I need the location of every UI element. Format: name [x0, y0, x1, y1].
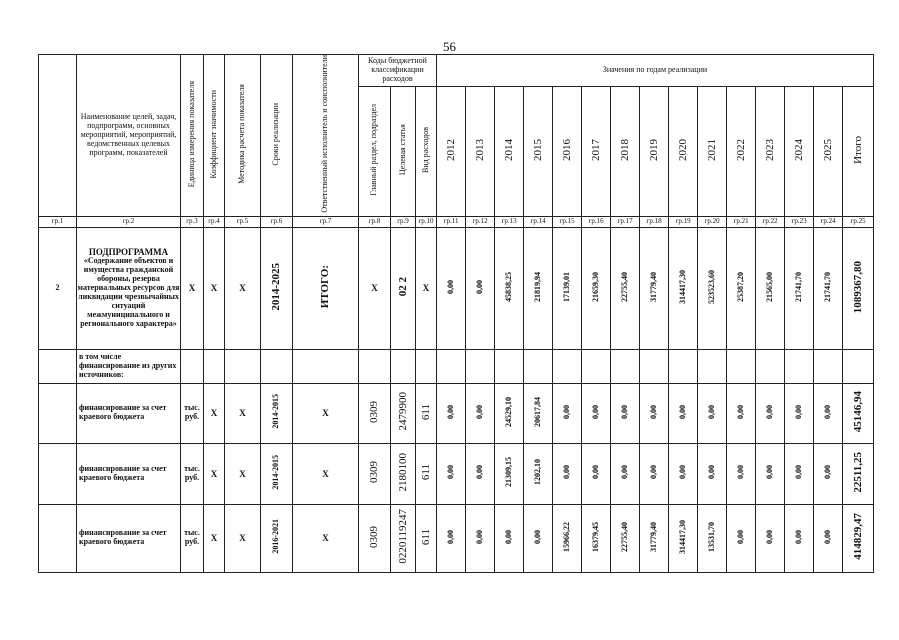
value-cell [524, 383, 553, 443]
value-cell [582, 443, 611, 504]
empty-cell [814, 349, 843, 383]
table-row-funding [39, 443, 874, 504]
value-text: 0,00 [590, 404, 600, 419]
value-text: 0,00 [735, 404, 745, 419]
resp-cell [293, 227, 359, 349]
col-number: гр.18 [640, 216, 669, 227]
year-label: 2022 [734, 138, 747, 161]
row-name-cell: в том числе финансирование из других источников: [77, 349, 181, 383]
value-cell [640, 227, 669, 349]
value-text: 0,00 [619, 404, 629, 419]
value-text: 16379,45 [590, 521, 600, 552]
year-label: 2023 [763, 138, 776, 161]
value-cell [553, 383, 582, 443]
value-cell [582, 227, 611, 349]
unit-cell: Х [181, 227, 204, 349]
code-article-cell [391, 504, 416, 572]
empty-cell [437, 349, 466, 383]
value-text: 13531,70 [706, 521, 716, 552]
empty-cell [553, 349, 582, 383]
value-cell [727, 443, 756, 504]
value-cell [698, 227, 727, 349]
value-cell [524, 504, 553, 572]
total-text: 414829,47 [851, 513, 864, 561]
header-col6-text: Сроки реализации [271, 102, 281, 166]
value-cell [437, 383, 466, 443]
value-cell [466, 227, 495, 349]
subprogram-title: «Содержание объектов и имущества гражданской обороны, резерва материальных ресурсов для ликвидации чрезвычайных ситуаций межмуниципального и регионального характера» [77, 256, 180, 329]
year-label: 2013 [473, 138, 486, 161]
value-cell [466, 504, 495, 572]
method-cell: Х [225, 383, 261, 443]
col-number: гр.12 [466, 216, 495, 227]
value-text: 21741,70 [822, 271, 832, 302]
code-section-cell [359, 443, 391, 504]
value-text: 0,00 [503, 529, 513, 544]
code-kind-text: 611 [419, 528, 432, 545]
value-cell [640, 504, 669, 572]
table-row-funding [39, 383, 874, 443]
value-cell [756, 504, 785, 572]
value-text: 0,00 [474, 465, 484, 480]
value-cell [553, 227, 582, 349]
header-col2-text: Наименование целей, задач, подпрограмм, основных мероприятий, мероприятий, ведомственных целевых программ, показателей [80, 111, 177, 157]
col-number: гр.25 [843, 216, 874, 227]
value-text: 0,00 [822, 529, 832, 544]
value-cell [698, 504, 727, 572]
value-cell [582, 504, 611, 572]
header-total [843, 86, 874, 216]
value-text: 0,00 [474, 529, 484, 544]
value-text: 0,00 [474, 404, 484, 419]
year-label: 2014 [502, 138, 515, 161]
header-year [698, 86, 727, 216]
empty-cell [39, 349, 77, 383]
row-name-cell [77, 227, 181, 349]
code-article-cell [391, 443, 416, 504]
value-cell [640, 383, 669, 443]
row-number: 2 [39, 227, 77, 349]
value-cell [669, 227, 698, 349]
value-cell [727, 383, 756, 443]
header-year [611, 86, 640, 216]
col-number: гр.14 [524, 216, 553, 227]
value-cell [756, 383, 785, 443]
empty-cell [495, 349, 524, 383]
col-number: гр.8 [359, 216, 391, 227]
value-cell [640, 443, 669, 504]
year-label: 2016 [560, 138, 573, 161]
header-col9-text: Целевая статья [397, 124, 407, 176]
col-number: гр.24 [814, 216, 843, 227]
header-col6 [261, 55, 293, 217]
header-col5-text: Методика расчета показателя [237, 83, 247, 184]
value-cell [582, 383, 611, 443]
value-text: 0,00 [474, 279, 484, 294]
value-text: 0,00 [445, 465, 455, 480]
col-number: гр.15 [553, 216, 582, 227]
header-year [524, 86, 553, 216]
empty-cell [582, 349, 611, 383]
value-cell [669, 443, 698, 504]
column-number-row [39, 216, 874, 227]
year-label: 2012 [444, 138, 457, 161]
code-kind-cell: Х [416, 227, 437, 349]
value-cell [495, 443, 524, 504]
value-cell [495, 227, 524, 349]
header-col10-text: Вид расходов [420, 126, 430, 173]
value-text: 0,00 [561, 465, 571, 480]
coef-cell: Х [204, 504, 225, 572]
year-label: 2017 [589, 138, 602, 161]
value-text: 31779,40 [648, 521, 658, 552]
col-number: гр.10 [416, 216, 437, 227]
header-col3-text: Единица измерения показателя [186, 80, 196, 187]
header-year [669, 86, 698, 216]
resp-text: ИТОГО: [319, 265, 332, 309]
value-text: 0,00 [445, 404, 455, 419]
method-cell: Х [225, 504, 261, 572]
year-label: 2020 [676, 138, 689, 161]
total-text: 1089367,80 [851, 260, 864, 313]
coef-cell: Х [204, 383, 225, 443]
value-cell [524, 227, 553, 349]
header-year [582, 86, 611, 216]
method-cell: Х [225, 443, 261, 504]
header-col7 [293, 55, 359, 217]
col-number: гр.2 [77, 216, 181, 227]
value-text: 1202,10 [532, 459, 542, 486]
empty-cell [698, 349, 727, 383]
empty-cell [391, 349, 416, 383]
total-text: 22511,25 [851, 451, 864, 493]
value-cell [437, 227, 466, 349]
empty-cell [359, 349, 391, 383]
code-kind-cell [416, 383, 437, 443]
value-text: 0,00 [764, 529, 774, 544]
period-text: 2014-2025 [270, 262, 283, 311]
header-year [814, 86, 843, 216]
value-text: 15966,22 [561, 521, 571, 552]
value-cell [611, 443, 640, 504]
unit-cell: тыс. руб. [181, 504, 204, 572]
year-label: 2021 [705, 138, 718, 161]
header-col2 [77, 55, 181, 217]
empty-cell [727, 349, 756, 383]
table-row-funding [39, 504, 874, 572]
total-cell [843, 443, 874, 504]
value-text: 25387,20 [735, 271, 745, 302]
header-budget-group: Коды бюджетной классификации расходов [359, 55, 437, 87]
value-cell [756, 443, 785, 504]
value-cell [437, 443, 466, 504]
value-text: 20617,84 [532, 396, 542, 427]
col-number: гр.9 [391, 216, 416, 227]
value-text: 21819,94 [532, 271, 542, 302]
value-text: 0,00 [706, 465, 716, 480]
col-number: гр.5 [225, 216, 261, 227]
header-col5 [225, 55, 261, 217]
value-text: 0,00 [793, 465, 803, 480]
col-number: гр.4 [204, 216, 225, 227]
header-col4 [204, 55, 225, 217]
header-year [437, 86, 466, 216]
value-cell [524, 443, 553, 504]
value-text: 0,00 [822, 404, 832, 419]
value-text: 21565,00 [764, 271, 774, 302]
value-cell [466, 383, 495, 443]
header-col7-text: Ответственный исполнитель и соисполнители [320, 55, 330, 213]
empty-cell [39, 383, 77, 443]
header-col9 [391, 86, 416, 216]
code-article-text: 0220119247 [396, 509, 409, 564]
empty-cell [611, 349, 640, 383]
total-text: 45146,94 [851, 391, 864, 433]
col-number: гр.22 [756, 216, 785, 227]
value-text: 24529,10 [503, 396, 513, 427]
year-label: 2024 [792, 138, 805, 161]
empty-cell [785, 349, 814, 383]
value-text: 314417,30 [677, 519, 687, 554]
code-article-text: 02 2 [396, 277, 409, 297]
value-cell [785, 227, 814, 349]
col-number: гр.17 [611, 216, 640, 227]
unit-cell: тыс. руб. [181, 443, 204, 504]
col-number: гр.23 [785, 216, 814, 227]
value-text: 314417,30 [677, 269, 687, 304]
year-label: 2019 [647, 138, 660, 161]
code-section-cell [359, 504, 391, 572]
header-year [495, 86, 524, 216]
value-text: 22755,40 [619, 271, 629, 302]
header-year [553, 86, 582, 216]
value-text: 0,00 [445, 529, 455, 544]
code-article-text: 2180100 [396, 452, 409, 492]
row-name-cell: финансирование за счет краевого бюджета [77, 504, 181, 572]
row-name-cell: финансирование за счет краевого бюджета [77, 383, 181, 443]
value-cell [785, 383, 814, 443]
subprogram-heading: ПОДПРОГРАММА [88, 247, 169, 258]
value-cell [814, 443, 843, 504]
value-text: 0,00 [648, 404, 658, 419]
year-label: 2018 [618, 138, 631, 161]
col-number: гр.16 [582, 216, 611, 227]
col-number: гр.13 [495, 216, 524, 227]
unit-cell: тыс. руб. [181, 383, 204, 443]
empty-cell [204, 349, 225, 383]
value-text: 0,00 [764, 465, 774, 480]
resp-cell: Х [293, 504, 359, 572]
header-col4-text: Коэффициент значимости [208, 89, 218, 179]
value-cell [727, 227, 756, 349]
value-text: 0,00 [735, 465, 745, 480]
code-section-text: 0309 [368, 400, 381, 423]
empty-cell [669, 349, 698, 383]
value-cell [698, 443, 727, 504]
value-text: 21741,70 [793, 271, 803, 302]
empty-cell [261, 349, 293, 383]
code-kind-cell [416, 504, 437, 572]
value-text: 0,00 [706, 404, 716, 419]
empty-cell [39, 443, 77, 504]
empty-cell [416, 349, 437, 383]
header-col1 [39, 55, 77, 217]
code-kind-cell [416, 443, 437, 504]
value-text: 0,00 [590, 465, 600, 480]
header-col10 [416, 86, 437, 216]
value-cell [727, 504, 756, 572]
code-kind-text: 611 [419, 464, 432, 481]
value-cell [756, 227, 785, 349]
empty-cell [843, 349, 874, 383]
value-text: 0,00 [764, 404, 774, 419]
total-cell [843, 383, 874, 443]
empty-cell [756, 349, 785, 383]
value-cell [698, 383, 727, 443]
value-cell [466, 443, 495, 504]
header-row-1 [39, 55, 874, 87]
method-cell: Х [225, 227, 261, 349]
header-values-group: Значения по годам реализации [437, 55, 874, 87]
col-number: гр.11 [437, 216, 466, 227]
value-text: 0,00 [648, 465, 658, 480]
value-cell [785, 504, 814, 572]
header-year [756, 86, 785, 216]
header-year [640, 86, 669, 216]
period-text: 2014-2015 [271, 394, 281, 429]
value-text: 21309,15 [503, 457, 513, 488]
empty-cell [524, 349, 553, 383]
value-text: 0,00 [445, 279, 455, 294]
period-cell [261, 504, 293, 572]
value-cell [437, 504, 466, 572]
header-col3 [181, 55, 204, 217]
empty-cell [466, 349, 495, 383]
code-section-cell: Х [359, 227, 391, 349]
col-number: гр.3 [181, 216, 204, 227]
value-text: 0,00 [793, 529, 803, 544]
header-col8-text: Главный раздел, подраздел [369, 103, 379, 196]
value-text: 22755,40 [619, 521, 629, 552]
period-cell [261, 383, 293, 443]
value-text: 0,00 [561, 404, 571, 419]
empty-cell [640, 349, 669, 383]
value-text: 17139,01 [561, 271, 571, 302]
value-cell [814, 383, 843, 443]
year-label: 2015 [531, 138, 544, 161]
year-label: 2025 [821, 138, 834, 161]
page-number: 56 [443, 39, 456, 54]
value-cell [785, 443, 814, 504]
total-label: Итого [851, 135, 864, 164]
value-cell [611, 504, 640, 572]
period-cell [261, 443, 293, 504]
header-year [466, 86, 495, 216]
value-text: 31779,40 [648, 271, 658, 302]
value-cell [669, 383, 698, 443]
code-section-text: 0309 [368, 461, 381, 484]
code-article-cell [391, 227, 416, 349]
value-text: 0,00 [822, 465, 832, 480]
col-number: гр.20 [698, 216, 727, 227]
col-number: гр.7 [293, 216, 359, 227]
total-cell [843, 504, 874, 572]
header-year [727, 86, 756, 216]
total-cell [843, 227, 874, 349]
value-cell [611, 227, 640, 349]
empty-cell [225, 349, 261, 383]
header-year [785, 86, 814, 216]
value-text: 0,00 [793, 404, 803, 419]
code-section-cell [359, 383, 391, 443]
value-cell [495, 383, 524, 443]
value-cell [814, 227, 843, 349]
value-cell [814, 504, 843, 572]
value-cell [495, 504, 524, 572]
code-article-cell [391, 383, 416, 443]
col-number: гр.19 [669, 216, 698, 227]
code-kind-text: 611 [419, 403, 432, 420]
table-row-including [39, 349, 874, 383]
value-text: 523523,60 [706, 269, 716, 304]
value-text: 0,00 [677, 465, 687, 480]
resp-cell: Х [293, 443, 359, 504]
resp-cell: Х [293, 383, 359, 443]
program-table [38, 54, 874, 573]
value-text: 0,00 [735, 529, 745, 544]
col-number: гр.1 [39, 216, 77, 227]
col-number: гр.6 [261, 216, 293, 227]
header-col8 [359, 86, 391, 216]
value-cell [553, 504, 582, 572]
value-cell [669, 504, 698, 572]
coef-cell: Х [204, 227, 225, 349]
period-cell [261, 227, 293, 349]
row-name-cell: финансирование за счет краевого бюджета [77, 443, 181, 504]
value-cell [553, 443, 582, 504]
col-number: гр.21 [727, 216, 756, 227]
code-section-text: 0309 [368, 525, 381, 548]
table-row-subprogram [39, 227, 874, 349]
coef-cell: Х [204, 443, 225, 504]
period-text: 2016-2021 [271, 519, 281, 554]
value-cell [611, 383, 640, 443]
empty-cell [39, 504, 77, 572]
value-text: 45838,25 [503, 271, 513, 302]
period-text: 2014-2015 [271, 454, 281, 490]
value-text: 0,00 [532, 529, 542, 544]
value-text: 0,00 [677, 404, 687, 419]
value-text: 0,00 [619, 465, 629, 480]
empty-cell [181, 349, 204, 383]
empty-cell [293, 349, 359, 383]
code-article-text: 2479900 [396, 392, 409, 431]
value-text: 21659,30 [590, 271, 600, 302]
